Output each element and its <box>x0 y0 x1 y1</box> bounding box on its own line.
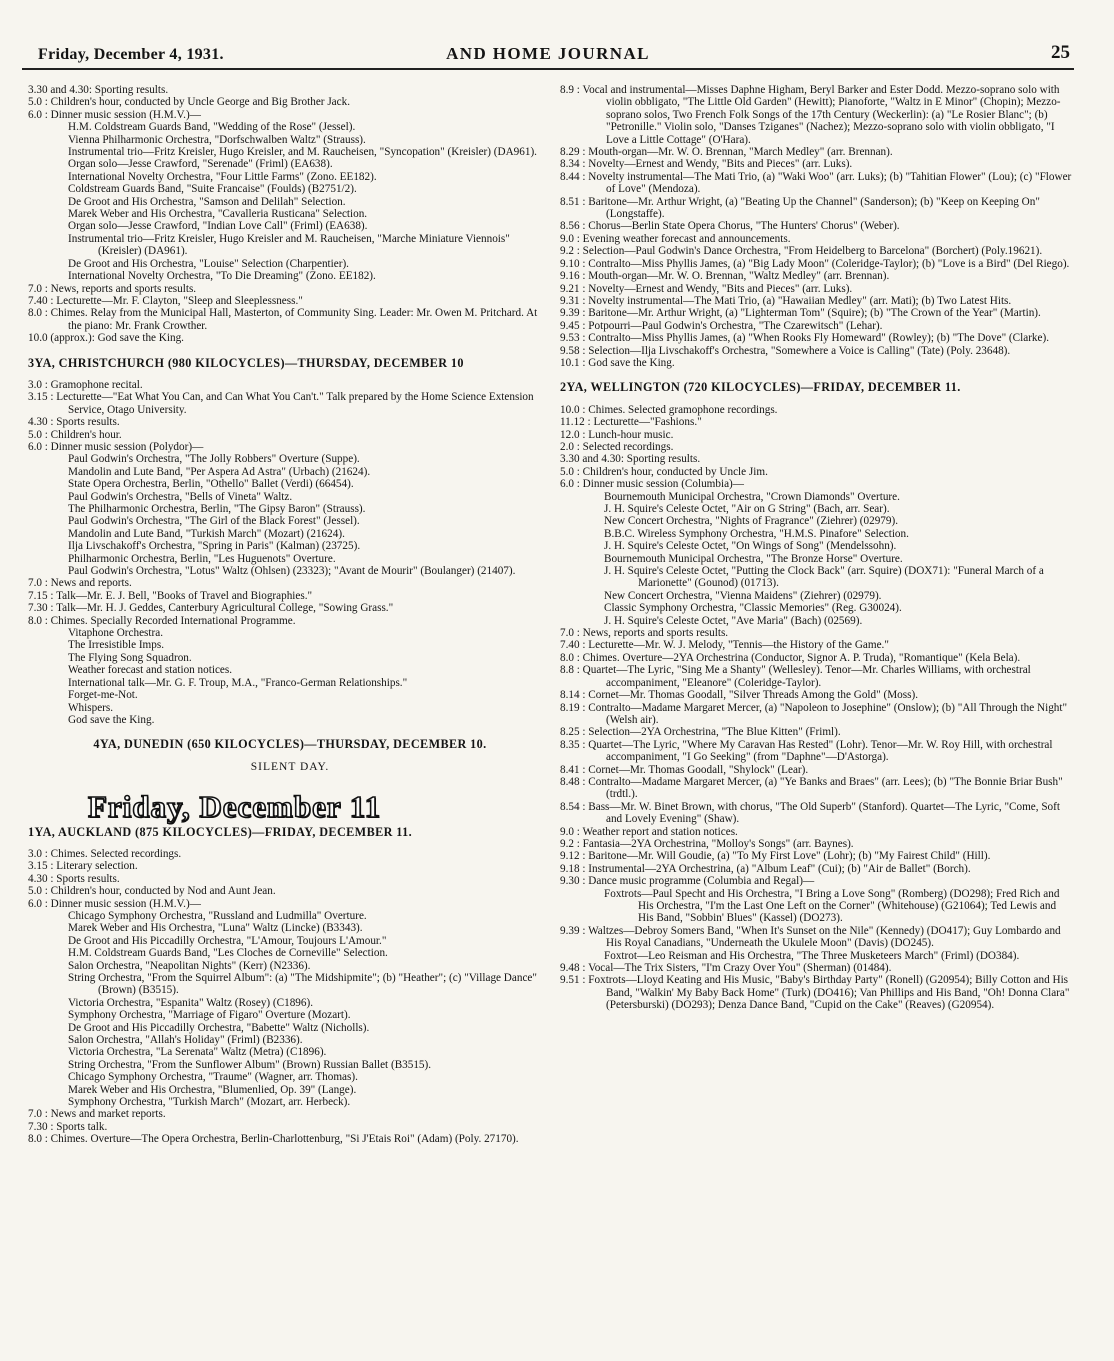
list-item: International Novelty Orchestra, "To Die Dreaming" (Zono. EE182). <box>68 270 376 283</box>
list-item: Organ solo—Jesse Crawford, "Indian Love Call" (Friml) (EA638). <box>68 220 368 233</box>
schedule-entry: 8.9 : Vocal and instrumental—Misses Daphne Higham, Beryl Barker and Ester Dodd. Mezzo-soprano solo with violin obbligato, "The Little Old Garden" (Hewitt); Pianoforte, "Waltz in E Minor" (Chopin); Mezzo-soprano solos, Two French Folk Songs of the 17th Century (Weckerlin): (a) "Le Rosier Blanc"; (b) "Petronille." Violin solo, "Danses Tziganes" (Nachez); Mezzo-soprano solo with violin obbligato, "I Love a Little Cottage" (O'Hara). <box>560 84 1061 146</box>
schedule-entry: 9.31 : Novelty instrumental—The Mati Trio, (a) "Hawaiian Medley" (arr. Mati); (b) Two Latest Hits. <box>560 294 1012 307</box>
schedule-entry: 8.19 : Contralto—Madame Margaret Mercer, (a) "Napoleon to Josephine" (Onslow); (b) "All Through the Night" (Welsh air). <box>560 701 1068 726</box>
schedule-entry: 7.30 : Sports talk. <box>28 1120 108 1133</box>
header-title: AND HOME JOURNAL <box>446 44 650 63</box>
list-item: Paul Godwin's Orchestra, "The Jolly Robbers" Overture (Suppe). <box>68 453 360 466</box>
schedule-entry: 9.16 : Mouth-organ—Mr. W. O. Brennan, "Waltz Medley" (arr. Brennan). <box>560 270 890 283</box>
list-item: Paul Godwin's Orchestra, "The Girl of the Black Forest" (Jessel). <box>68 515 360 528</box>
list-item: New Concert Orchestra, "Nights of Fragrance" (Ziehrer) (02979). <box>604 515 898 528</box>
schedule-entry: 9.12 : Baritone—Mr. Will Goudie, (a) "To My First Love" (Lohr); (b) "My Fairest Child" (Hill). <box>560 850 991 863</box>
schedule-entry: 8.44 : Novelty instrumental—The Mati Trio, (a) "Waki Woo" (arr. Luks); (b) "Tahitian Flower" (Lou); (c) "Flower of Love" (Mendoza). <box>560 170 1072 196</box>
schedule-entry: 3.15 : Literary selection. <box>28 860 138 873</box>
list-item: J. H. Squire's Celeste Octet, "Putting the Clock Back" (arr. Squire) (DOX71): "Funeral March of a Marionette" (Gounod) (01713). <box>604 565 1044 590</box>
list-item: Instrumental trio—Fritz Kreisler, Hugo Kreisler, and M. Raucheisen, "Syncopation" (Kreisler) (DA961). <box>68 146 537 159</box>
entries-continued <box>560 84 1072 369</box>
list-item: Weather forecast and station notices. <box>68 664 233 677</box>
schedule-entry: 9.39 : Waltzes—Debroy Somers Band, "When It's Sunset on the Nile" (Kennedy) (DO417); Guy Lombardo and His Royal Canadians, "Underneath the Ukulele Moon" (Davis) (DO245). <box>560 924 1061 950</box>
schedule-entry: 8.8 : Quartet—The Lyric, "Sing Me a Shanty" (Wellesley). Tenor—Mr. Charles Williams, with orchestral accompaniment, "Eleanore" (Coleridge-Taylor). <box>560 664 1031 689</box>
station-heading-1ya: 1YA, AUCKLAND (875 KILOCYCLES)—FRIDAY, DECEMBER 11. <box>28 824 413 839</box>
schedule-entry: 9.18 : Instrumental—2YA Orchestrina, (a) "Album Leaf" (Cui); (b) "Air de Ballet" (Borch). <box>560 862 971 875</box>
schedule-entry: 7.40 : Lecturette—Mr. F. Clayton, "Sleep and Sleeplessness." <box>28 294 303 307</box>
entries-2ya <box>560 404 1072 491</box>
schedule-entry: 10.0 (approx.): God save the King. <box>28 332 184 345</box>
schedule-entry: 6.0 : Dinner music session (H.M.V.)— <box>28 108 201 121</box>
schedule-entry: 8.35 : Quartet—The Lyric, "Where My Caravan Has Rested" (Lohr). Tenor—Mr. W. Roy Hill, with orchestral accompaniment, "I Go Seeking" (from "Daphne"—D'Astorga). <box>560 738 1053 764</box>
list-item: Foxtrots—Paul Specht and His Orchestra, "I Bring a Love Song" (Romberg) (DO298); Fred Rich and His Orchestra, "I'm the Last One Left on the Corner" (Whitehouse) (G21064); Ted Lewis and His Band, "Sobbin' Blues" (Kassel) (DO273). <box>604 887 1060 925</box>
schedule-entry: 2.0 : Selected recordings. <box>560 440 674 453</box>
entries-3ya-after <box>28 577 552 627</box>
list-item: Organ solo—Jesse Crawford, "Serenade" (Friml) (EA638). <box>68 158 333 171</box>
list-item: Marek Weber and His Orchestra, "Cavalleria Rusticana" Selection. <box>68 208 368 221</box>
schedule-entry: 8.41 : Cornet—Mr. Thomas Goodall, "Shylock" (Lear). <box>560 763 809 776</box>
list-item: H.M. Coldstream Guards Band, "Wedding of the Rose" (Jessel). <box>68 121 356 134</box>
list-item: Paul Godwin's Orchestra, "Bells of Vineta" Waltz. <box>68 490 293 503</box>
schedule-entry: 8.25 : Selection—2YA Orchestrina, "The Blue Kitten" (Friml). <box>560 726 841 739</box>
entries-1ya-after <box>28 1108 552 1145</box>
schedule-entry: 9.45 : Potpourri—Paul Godwin's Orchestra, "The Czarewitsch" (Lehar). <box>560 319 883 332</box>
schedule-entry: 9.2 : Selection—Paul Godwin's Dance Orchestra, "From Heidelberg to Barcelona" (Borchert) (Poly.19621). <box>560 245 1043 258</box>
list-item: Instrumental trio—Fritz Kreisler, Hugo Kreisler and M. Raucheisen, "Marche Miniature Viennois" (Kreisler) (DA961). <box>68 232 510 258</box>
schedule-entry: 8.54 : Bass—Mr. W. Binet Brown, with chorus, "The Old Superb" (Stanford). Quartet—The Lyric, "Come, Soft and Lovely Evening" (Shaw). <box>560 800 1060 826</box>
schedule-entry: 7.30 : Talk—Mr. H. J. Geddes, Canterbury Agricultural College, "Sowing Grass." <box>28 602 394 615</box>
list-item: God save the King. <box>68 713 155 726</box>
list-item: De Groot and His Orchestra, "Louise" Selection (Charpentier). <box>68 257 349 270</box>
schedule-entry: 11.12 : Lecturette—"Fashions." <box>560 416 702 429</box>
schedule-entry: 8.0 : Chimes. Overture—The Opera Orchestra, Berlin-Charlottenburg, "Si J'Etais Roi" (Adam) (Poly. 27170). <box>28 1133 519 1146</box>
list-item: New Concert Orchestra, "Vienna Maidens" (Ziehrer) (02979). <box>604 589 882 602</box>
list-item: De Groot and His Piccadilly Orchestra, "L'Amour, Toujours L'Amour." <box>68 934 387 947</box>
list-item: Ilja Livschakoff's Orchestra, "Spring in Paris" (Kalman) (23725). <box>68 540 361 553</box>
list-item: Victoria Orchestra, "La Serenata" Waltz (Metra) (C1896). <box>68 1046 327 1059</box>
station-heading-2ya: 2YA, WELLINGTON (720 KILOCYCLES)—FRIDAY, DECEMBER 11. <box>560 380 961 395</box>
list-item: Bournemouth Municipal Orchestra, "Crown Diamonds" Overture. <box>604 490 900 503</box>
schedule-entry: 8.0 : Chimes. Specially Recorded International Programme. <box>28 614 296 627</box>
page-header <box>22 42 1074 70</box>
list-item: Foxtrot—Leo Reisman and His Orchestra, "The Three Musketeers March" (Friml) (DO384). <box>604 949 1020 962</box>
list-item: Symphony Orchestra, "Marriage of Figaro" Overture (Mozart). <box>68 1009 351 1022</box>
dinner-list-3 <box>28 910 552 1109</box>
schedule-entry: 6.0 : Dinner music session (Polydor)— <box>28 440 204 453</box>
list-item: Chicago Symphony Orchestra, "Traume" (Wagner, arr. Thomas). <box>68 1071 358 1084</box>
list-item: Victoria Orchestra, "Espanita" Waltz (Rosey) (C1896). <box>68 996 314 1009</box>
list-item: Bournemouth Municipal Orchestra, "The Bronze Horse" Overture. <box>604 552 903 565</box>
list-item: Mandolin and Lute Band, "Turkish March" (Mozart) (21624). <box>68 527 345 540</box>
page-number: 25 <box>1051 42 1070 63</box>
list-item: International talk—Mr. G. F. Troup, M.A., "Franco-German Relationships." <box>68 676 408 689</box>
list-item: J. H. Squire's Celeste Octet, "Air on G String" (Bach, arr. Sear). <box>604 503 890 515</box>
list-item: Classic Symphony Orchestra, "Classic Memories" (Reg. G30024). <box>604 602 902 615</box>
schedule-entry: 6.0 : Dinner music session (H.M.V.)— <box>28 897 201 910</box>
list-item: The Flying Song Squadron. <box>68 651 192 664</box>
schedule-entry: 8.48 : Contralto—Madame Margaret Mercer, (a) "Ye Banks and Braes" (arr. Lees); (b) "The Bonnie Briar Bush" (trdtl.). <box>560 775 1063 801</box>
schedule-entry: 8.56 : Chorus—Berlin State Opera Chorus, "The Hunters' Chorus" (Weber). <box>560 220 900 233</box>
entries-2ya-end <box>560 962 1072 1012</box>
entries-1ya <box>28 848 552 910</box>
schedule-entry: 6.0 : Dinner music session (Columbia)— <box>560 478 744 491</box>
schedule-entry: 7.15 : Talk—Mr. E. J. Bell, "Books of Travel and Biographies." <box>28 589 313 602</box>
schedule-entry: 7.0 : News and reports. <box>28 577 132 590</box>
schedule-entry: 4.30 : Sports results. <box>28 872 120 885</box>
dance-list <box>560 888 1072 925</box>
list-item: B.B.C. Wireless Symphony Orchestra, "H.M.S. Pinafore" Selection. <box>604 527 909 540</box>
entries-3ya <box>28 379 552 453</box>
list-item: Chicago Symphony Orchestra, "Russland and Ludmilla" Overture. <box>68 909 367 922</box>
schedule-entry: 9.51 : Foxtrots—Lloyd Keating and His Music, "Baby's Birthday Party" (Ronell) (G20954); Billy Cotton and His Band, "Walkin' My Baby Back Home" (Turk) (DO416); Van Phillips and His Band, "Oh! Donna Clara" (Petersburski) (DO293); Denza Dance Band, "Cupid on the Cake" (Reaves) (G20954). <box>560 974 1070 1012</box>
schedule-entry: 8.14 : Cornet—Mr. Thomas Goodall, "Silver Threads Among the Gold" (Moss). <box>560 689 918 702</box>
programme-3ya <box>28 627 552 726</box>
schedule-entry: 5.0 : Children's hour, conducted by Nod and Aunt Jean. <box>28 885 276 898</box>
schedule-entry: 8.29 : Mouth-organ—Mr. W. O. Brennan, "March Medley" (arr. Brennan). <box>560 146 893 159</box>
schedule-entry: 3.30 and 4.30: Sporting results. <box>28 84 169 96</box>
schedule-entry: 3.15 : Lecturette—"Eat What You Can, and Can What You Can't." Talk prepared by the Home Science Extension Service, Otago University. <box>28 391 534 416</box>
right-column <box>560 84 1072 1012</box>
schedule-entry: 9.2 : Fantasia—2YA Orchestrina, "Molloy's Songs" (arr. Baynes). <box>560 837 854 850</box>
dinner-list-1 <box>28 121 552 282</box>
list-item: The Philharmonic Orchestra, Berlin, "The Gipsy Baron" (Strauss). <box>68 503 366 515</box>
list-item: The Irresistible Imps. <box>68 639 165 652</box>
list-item: Salon Orchestra, "Allah's Holiday" (Friml) (B2336). <box>68 1034 303 1047</box>
schedule-entry: 9.0 : Evening weather forecast and announcements. <box>560 232 791 245</box>
list-item: J. H. Squire's Celeste Octet, "Ave Maria" (Bach) (02569). <box>604 614 863 627</box>
entries-2ya-late <box>560 925 1072 950</box>
schedule-entry: 9.10 : Contralto—Miss Phyllis James, (a) "Big Lady Moon" (Coleridge-Taylor); (b) "Love is a Bird" (Del Riego). <box>560 257 1070 270</box>
entries-after-1 <box>28 283 552 345</box>
schedule-entry: 8.0 : Chimes. Relay from the Municipal Hall, Masterton, of Community Sing. Leader: Mr. Owen M. Pritchard. At the piano: Mr. Frank Crowther. <box>28 307 538 332</box>
list-item: J. H. Squire's Celeste Octet, "On Wings of Song" (Mendelssohn). <box>604 540 897 553</box>
schedule-entry: 9.53 : Contralto—Miss Phyllis James, (a) "When Rooks Fly Homeward" (Rowley); (b) "The Dove" (Clarke). <box>560 332 1049 345</box>
dinner-list-4 <box>560 491 1072 627</box>
schedule-entry: 9.21 : Novelty—Ernest and Wendy, "Bits and Pieces" (arr. Luks). <box>560 282 853 295</box>
list-item: De Groot and His Orchestra, "Samson and Delilah" Selection. <box>68 195 346 208</box>
list-item: Whispers. <box>68 701 114 714</box>
schedule-entry: 3.0 : Chimes. Selected recordings. <box>28 847 182 860</box>
station-heading-3ya: 3YA, CHRISTCHURCH (980 KILOCYCLES)—THURSDAY, DECEMBER 10 <box>28 355 464 370</box>
dinner-list-2 <box>28 453 552 577</box>
list-item: Mandolin and Lute Band, "Per Aspera Ad Astra" (Urbach) (21624). <box>68 465 371 478</box>
schedule-entry: 10.1 : God save the King. <box>560 356 675 369</box>
schedule-entry: 8.0 : Chimes. Overture—2YA Orchestrina (Conductor, Signor A. P. Truda), "Romantique" (Kela Bela). <box>560 651 1021 664</box>
schedule-entry: 7.40 : Lecturette—Mr. W. J. Melody, "Tennis—the History of the Game." <box>560 639 889 652</box>
schedule-entry: 7.0 : News, reports and sports results. <box>560 627 729 640</box>
list-item: String Orchestra, "From the Squirrel Album": (a) "The Midshipmite"; (b) "Heather"; (c) "Village Dance" (Brown) (B3515). <box>68 972 537 997</box>
schedule-entry: 3.30 and 4.30: Sporting results. <box>560 453 701 466</box>
header-date: Friday, December 4, 1931. <box>38 46 224 63</box>
list-item: Paul Godwin's Orchestra, "Lotus" Waltz (Ohlsen) (23323); "Avant de Mourir" (Boulanger) (21407). <box>68 565 516 578</box>
list-item: International Novelty Orchestra, "Four Little Farms" (Zono. EE182). <box>68 170 377 183</box>
schedule-entry: 8.51 : Baritone—Mr. Arthur Wright, (a) "Beating Up the Channel" (Sanderson); (b) "Keep on Keeping On" (Longstaffe). <box>560 195 1040 221</box>
schedule-entry: 10.0 : Chimes. Selected gramophone recordings. <box>560 403 778 416</box>
list-item: H.M. Coldstream Guards Band, "Les Cloches de Corneville" Selection. <box>68 947 388 960</box>
schedule-entry: 8.34 : Novelty—Ernest and Wendy, "Bits and Pieces" (arr. Luks). <box>560 158 853 171</box>
schedule-entry: 5.0 : Children's hour. <box>28 428 122 441</box>
list-item: De Groot and His Piccadilly Orchestra, "Babette" Waltz (Nicholls). <box>68 1021 370 1034</box>
list-item: Philharmonic Orchestra, Berlin, "Les Huguenots" Overture. <box>68 552 336 565</box>
list-item: String Orchestra, "From the Sunflower Album" (Brown) Russian Ballet (B3515). <box>68 1058 432 1071</box>
left-column <box>28 84 552 1146</box>
list-item: Vienna Philharmonic Orchestra, "Dorfschwalben Waltz" (Strauss). <box>68 133 366 146</box>
schedule-entry: 3.0 : Gramophone recital. <box>28 378 143 391</box>
list-item: State Opera Orchestra, Berlin, "Othello" Ballet (Verdi) (66454). <box>68 478 354 491</box>
entries-top <box>28 84 552 121</box>
station-heading-4ya: 4YA, DUNEDIN (650 KILOCYCLES)—THURSDAY, DECEMBER 10. <box>93 737 487 752</box>
schedule-entry: 12.0 : Lunch-hour music. <box>560 428 674 441</box>
list-item: Salon Orchestra, "Neapolitan Nights" (Kerr) (N2336). <box>68 959 311 972</box>
schedule-entry: 9.39 : Baritone—Mr. Arthur Wright, (a) "Lighterman Tom" (Squire); (b) "The Crown of the Year" (Martin). <box>560 307 1041 320</box>
schedule-entry: 9.58 : Selection—Ilja Livschakoff's Orchestra, "Somewhere a Voice is Calling" (Tate) (Poly. 23648). <box>560 344 1011 357</box>
list-item: Coldstream Guards Band, "Suite Francaise" (Foulds) (B2751/2). <box>68 183 357 196</box>
schedule-entry: 9.48 : Vocal—The Trix Sisters, "I'm Crazy Over You" (Sherman) (01484). <box>560 962 892 975</box>
schedule-entry: 7.0 : News, reports and sports results. <box>28 282 197 295</box>
schedule-entry: 5.0 : Children's hour, conducted by Uncle Jim. <box>560 465 768 478</box>
list-item: Symphony Orchestra, "Turkish March" (Mozart, arr. Herbeck). <box>68 1096 351 1109</box>
day-heading: Friday, December 11 <box>88 789 382 825</box>
list-item: Forget-me-Not. <box>68 689 138 702</box>
schedule-entry: 4.30 : Sports results. <box>28 416 120 429</box>
schedule-entry: 9.0 : Weather report and station notices. <box>560 825 738 838</box>
schedule-entry: 7.0 : News and market reports. <box>28 1108 166 1121</box>
list-item: Marek Weber and His Orchestra, "Luna" Waltz (Lincke) (B3343). <box>68 922 363 935</box>
schedule-entry: 5.0 : Children's hour, conducted by Uncle George and Big Brother Jack. <box>28 96 350 109</box>
list-item: Marek Weber and His Orchestra, "Blumenlied, Op. 39" (Lange). <box>68 1083 357 1096</box>
silent-day: SILENT DAY. <box>250 760 330 773</box>
schedule-entry: 9.30 : Dance music programme (Columbia and Regal)— <box>560 875 815 888</box>
foxtrot-list <box>560 950 1072 962</box>
entries-2ya-after <box>560 627 1072 888</box>
list-item: Vitaphone Orchestra. <box>68 627 164 640</box>
